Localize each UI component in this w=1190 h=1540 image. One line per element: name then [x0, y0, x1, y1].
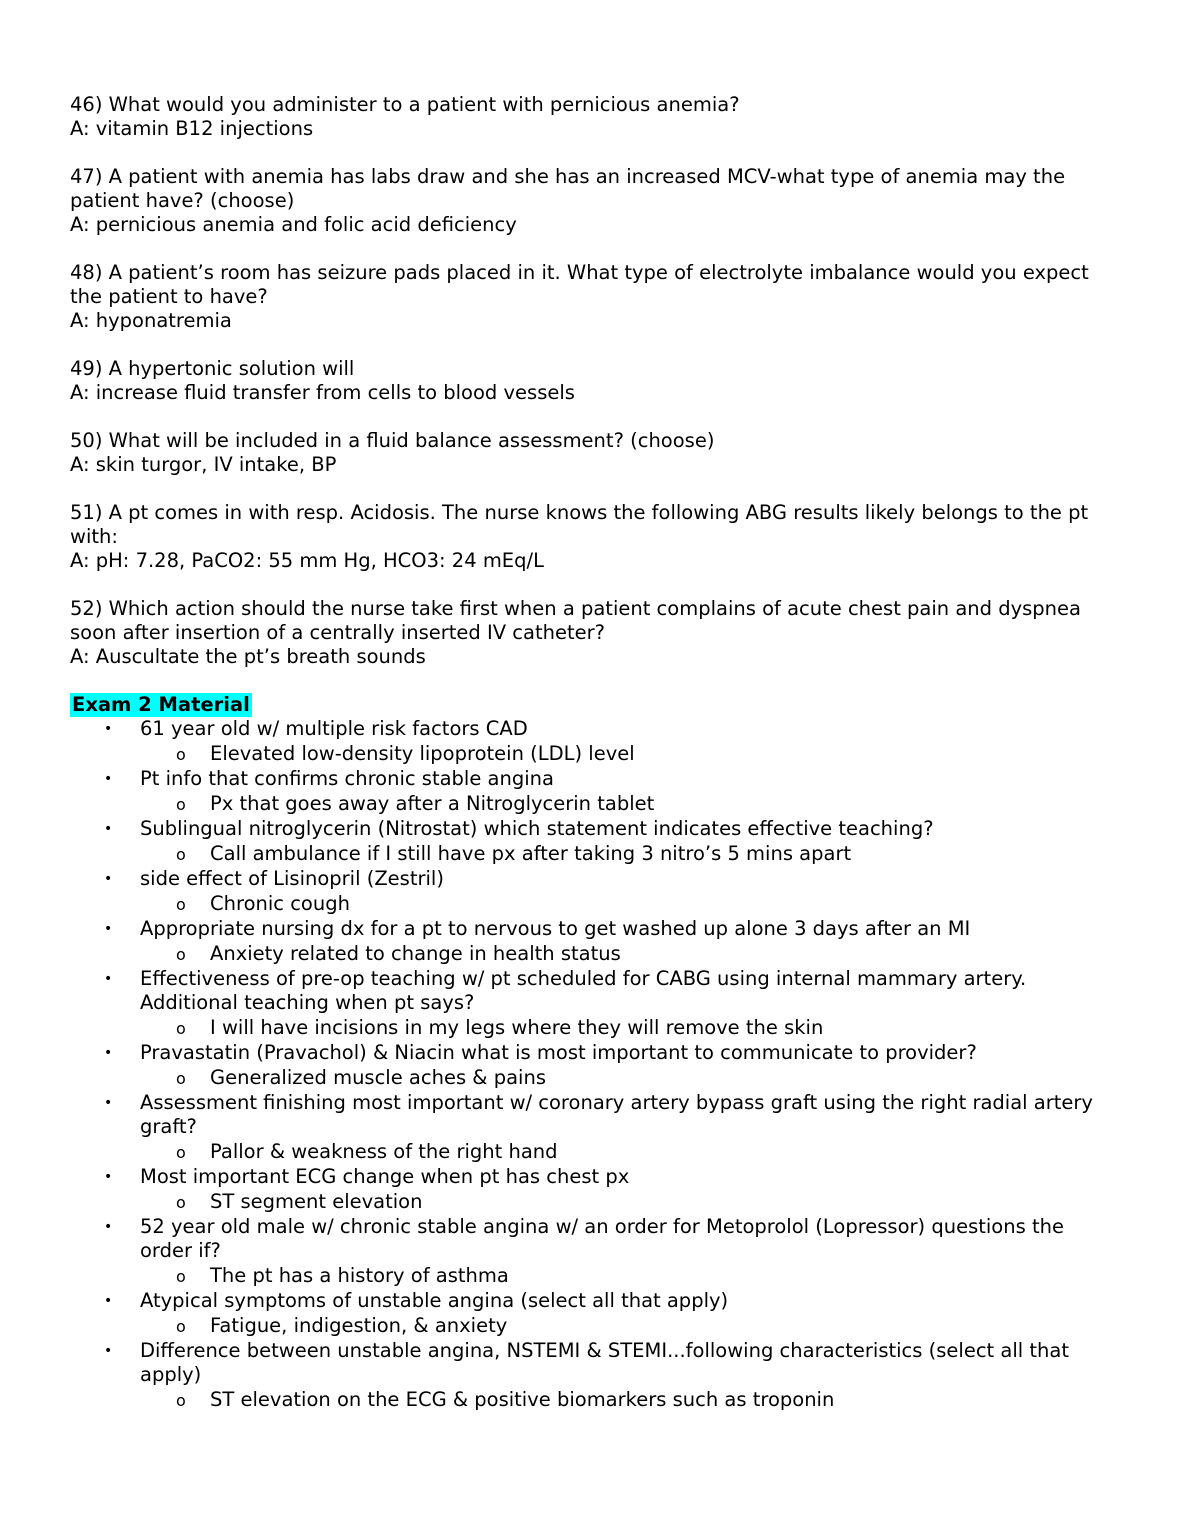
- question-49: [70, 357, 1120, 405]
- bullet-text: side effect of Lisinopril (Zestril): [140, 867, 444, 890]
- sub-bullet-icon: o: [176, 795, 186, 814]
- bullet-icon: •: [104, 1169, 113, 1185]
- question-text: 47) A patient with anemia has labs draw and she has an increased MCV-what type of anemia may the patient have? (choose): [70, 165, 1066, 212]
- bullet-icon: •: [104, 1045, 113, 1061]
- answer-text: A: vitamin B12 injections: [70, 117, 314, 140]
- bullet-icon: •: [104, 1343, 113, 1359]
- question-text: 51) A pt comes in with resp. Acidosis. The nurse knows the following ABG results likely belongs to the pt with:: [70, 501, 1089, 548]
- list-item: [70, 917, 1120, 967]
- answer-text: A: skin turgor, IV intake, BP: [70, 453, 337, 476]
- bullet-icon: •: [104, 1095, 113, 1111]
- bullet-icon: •: [104, 771, 113, 787]
- bullet-text: Pt info that confirms chronic stable angina: [140, 767, 554, 790]
- sub-bullet-icon: o: [176, 945, 186, 964]
- sub-item-text: Anxiety related to change in health status: [210, 942, 621, 965]
- question-52: [70, 597, 1120, 669]
- sub-item-text: The pt has a history of asthma: [210, 1264, 509, 1287]
- sub-item: [70, 791, 1120, 817]
- bullet-text: Atypical symptoms of unstable angina (select all that apply): [140, 1289, 729, 1312]
- bullet-icon: •: [104, 921, 113, 937]
- sub-item-text: I will have incisions in my legs where they will remove the skin: [210, 1016, 824, 1039]
- bullet-icon: •: [104, 1219, 113, 1235]
- sub-bullet-icon: o: [176, 1193, 186, 1212]
- sub-item: [70, 1139, 1120, 1165]
- list-item: [70, 1041, 1120, 1091]
- sub-item-text: Chronic cough: [210, 892, 350, 915]
- answer-text: A: Auscultate the pt’s breath sounds: [70, 645, 426, 668]
- bullet-icon: •: [104, 821, 113, 837]
- document-page: [70, 93, 1120, 1413]
- sub-bullet-icon: o: [176, 1019, 186, 1038]
- bullet-text: Appropriate nursing dx for a pt to nervous to get washed up alone 3 days after an MI: [140, 917, 971, 940]
- list-item: [70, 1091, 1120, 1165]
- sub-bullet-icon: o: [176, 1391, 186, 1410]
- sub-item-text: Pallor & weakness of the right hand: [210, 1140, 558, 1163]
- question-text: 48) A patient’s room has seizure pads placed in it. What type of electrolyte imbalance would you expect the patient to have?: [70, 261, 1089, 308]
- bullet-text: 52 year old male w/ chronic stable angina w/ an order for Metoprolol (Lopressor) questions the order if?: [140, 1215, 1064, 1262]
- sub-item: [70, 1015, 1120, 1041]
- question-51: [70, 501, 1120, 573]
- list-item: [70, 1165, 1120, 1215]
- question-46: [70, 93, 1120, 141]
- answer-text: A: pernicious anemia and folic acid deficiency: [70, 213, 517, 236]
- sub-item-text: ST elevation on the ECG & positive biomarkers such as troponin: [210, 1388, 835, 1411]
- bullet-text: Sublingual nitroglycerin (Nitrostat) which statement indicates effective teaching?: [140, 817, 934, 840]
- sub-bullet-icon: o: [176, 1267, 186, 1286]
- bullet-icon: •: [104, 971, 113, 987]
- bullet-icon: •: [104, 1293, 113, 1309]
- sub-item: [70, 941, 1120, 967]
- exam-2-bullet-list: [70, 717, 1120, 1413]
- question-text: 49) A hypertonic solution will: [70, 357, 355, 380]
- sub-bullet-icon: o: [176, 745, 186, 764]
- list-item: [70, 867, 1120, 917]
- sub-item-text: Fatigue, indigestion, & anxiety: [210, 1314, 508, 1337]
- sub-bullet-icon: o: [176, 845, 186, 864]
- sub-item: [70, 841, 1120, 867]
- bullet-text: 61 year old w/ multiple risk factors CAD: [140, 717, 528, 740]
- list-item: [70, 767, 1120, 817]
- sub-bullet-icon: o: [176, 1069, 186, 1088]
- sub-bullet-icon: o: [176, 1143, 186, 1162]
- bullet-text: Difference between unstable angina, NSTEMI & STEMI...following characteristics (select all that apply): [140, 1339, 1069, 1386]
- sub-item-text: Call ambulance if I still have px after taking 3 nitro’s 5 mins apart: [210, 842, 852, 865]
- answer-text: A: pH: 7.28, PaCO2: 55 mm Hg, HCO3: 24 mEq/L: [70, 549, 544, 572]
- bullet-text: Effectiveness of pre-op teaching w/ pt scheduled for CABG using internal mammary artery. Additional teaching when pt says?: [140, 967, 1027, 1014]
- sub-bullet-icon: o: [176, 1317, 186, 1336]
- sub-bullet-icon: o: [176, 895, 186, 914]
- sub-item: [70, 1065, 1120, 1091]
- question-50: [70, 429, 1120, 477]
- list-item: [70, 967, 1120, 1041]
- question-47: [70, 165, 1120, 237]
- answer-text: A: hyponatremia: [70, 309, 232, 332]
- list-item: [70, 817, 1120, 867]
- question-text: 46) What would you administer to a patient with pernicious anemia?: [70, 93, 740, 116]
- sub-item: [70, 1263, 1120, 1289]
- bullet-text: Most important ECG change when pt has chest px: [140, 1165, 630, 1188]
- sub-item-text: ST segment elevation: [210, 1190, 423, 1213]
- list-item: [70, 1289, 1120, 1339]
- sub-item: [70, 1387, 1120, 1413]
- answer-text: A: increase fluid transfer from cells to blood vessels: [70, 381, 575, 404]
- list-item: [70, 1339, 1120, 1413]
- sub-item-text: Px that goes away after a Nitroglycerin tablet: [210, 792, 655, 815]
- section-heading-row: [70, 693, 1120, 717]
- bullet-icon: •: [104, 721, 113, 737]
- sub-item: [70, 891, 1120, 917]
- bullet-icon: •: [104, 871, 113, 887]
- sub-item: [70, 1313, 1120, 1339]
- section-title: Exam 2 Material: [72, 693, 250, 716]
- sub-item-text: Generalized muscle aches & pains: [210, 1066, 546, 1089]
- question-text: 50) What will be included in a fluid balance assessment? (choose): [70, 429, 715, 452]
- bullet-text: Pravastatin (Pravachol) & Niacin what is most important to communicate to provider?: [140, 1041, 977, 1064]
- question-48: [70, 261, 1120, 333]
- sub-item: [70, 741, 1120, 767]
- sub-item: [70, 1189, 1120, 1215]
- question-text: 52) Which action should the nurse take first when a patient complains of acute chest pain and dyspnea soon after insertion of a centrally inserted IV catheter?: [70, 597, 1081, 644]
- list-item: [70, 717, 1120, 767]
- list-item: [70, 1215, 1120, 1289]
- bullet-text: Assessment finishing most important w/ coronary artery bypass graft using the right radial artery graft?: [140, 1091, 1093, 1138]
- sub-item-text: Elevated low-density lipoprotein (LDL) level: [210, 742, 635, 765]
